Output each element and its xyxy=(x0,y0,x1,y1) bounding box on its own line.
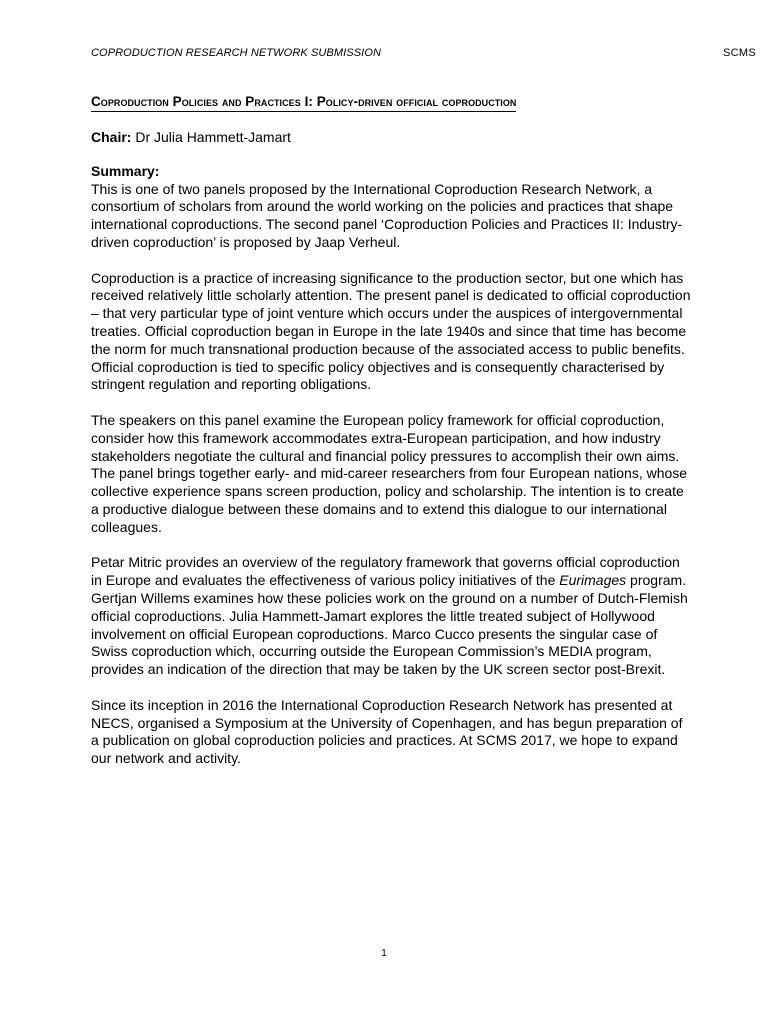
chair-line xyxy=(91,129,691,147)
page-number: 1 xyxy=(381,948,387,959)
summary-paragraph-5: Since its inception in 2016 the International Coproduction Research Network has presented at NECS, organised a Symposium at the University of Copenhagen, and has begun preparation of a publication on global coproduction policies and practices. At SCMS 2017, we hope to expand our network and activity. xyxy=(91,696,683,767)
paragraph-4-text-before: Petar Mitric provides an overview of the regulatory framework that governs official coproduction in Europe and evaluates the effectiveness of various policy initiatives of the xyxy=(91,554,680,589)
running-header-left: COPRODUCTION RESEARCH NETWORK SUBMISSION xyxy=(91,47,382,59)
document-body xyxy=(91,93,691,786)
summary-paragraph-1: This is one of two panels proposed by the International Coproduction Research Network, a consortium of scholars from around the world working on the policies and practices that shape international coproductions. The second panel ‘Coproduction Policies and Practices II: Industry-driven coproduction’ is proposed by Jaap Verheul. xyxy=(91,180,683,250)
summary-heading: Summary: xyxy=(91,162,160,179)
chair-name: Dr Julia Hammett-Jamart xyxy=(135,129,291,145)
running-header-right: SCMS xyxy=(723,47,756,59)
chair-label: Chair: xyxy=(91,129,132,145)
eurimages-emphasis: Eurimages xyxy=(559,572,627,589)
summary-paragraph-2: Coproduction is a practice of increasing significance to the production sector, but one which has received relatively little scholarly attention. The present panel is dedicated to official coproduction – that very particular type of joint venture which occurs under the auspices of intergovernmental treaties. Official coproduction began in Europe in the late 1940s and since that time has become the norm for much transnational production because of the associated access to public benefits. Official coproduction is tied to specific policy objectives and is consequently characterised by stringent regulation and reporting obligations. xyxy=(91,269,691,393)
document-title: Coproduction Policies and Practices I: Policy-driven official coproduction xyxy=(91,94,516,112)
summary-paragraph-3: The speakers on this panel examine the European policy framework for official coproduction, consider how this framework accommodates extra-European participation, and how industry stakeholders negotiate the cultural and financial policy pressures to accomplish their own aims. The panel brings together early- and mid-career researchers from four European nations, whose collective experience spans screen production, policy and scholarship. The intention is to create a productive dialogue between these domains and to extend this dialogue to our international colleagues. xyxy=(91,411,688,535)
summary-paragraph-4 xyxy=(91,554,691,679)
document-title-wrap xyxy=(91,93,691,112)
paragraph-4-text-after: program. Gertjan Willems examines how these policies work on the ground on a number of Dutch-Flemish official coproductions. Julia Hammett-Jamart explores the little treated subject of Hollywood involvement on official European coproductions. Marco Cucco presents the singular case of Swiss coproduction which, occurring outside the European Commission’s MEDIA program, provides an indication of the direction that may be taken by the UK screen sector post-Brexit. xyxy=(91,572,688,678)
